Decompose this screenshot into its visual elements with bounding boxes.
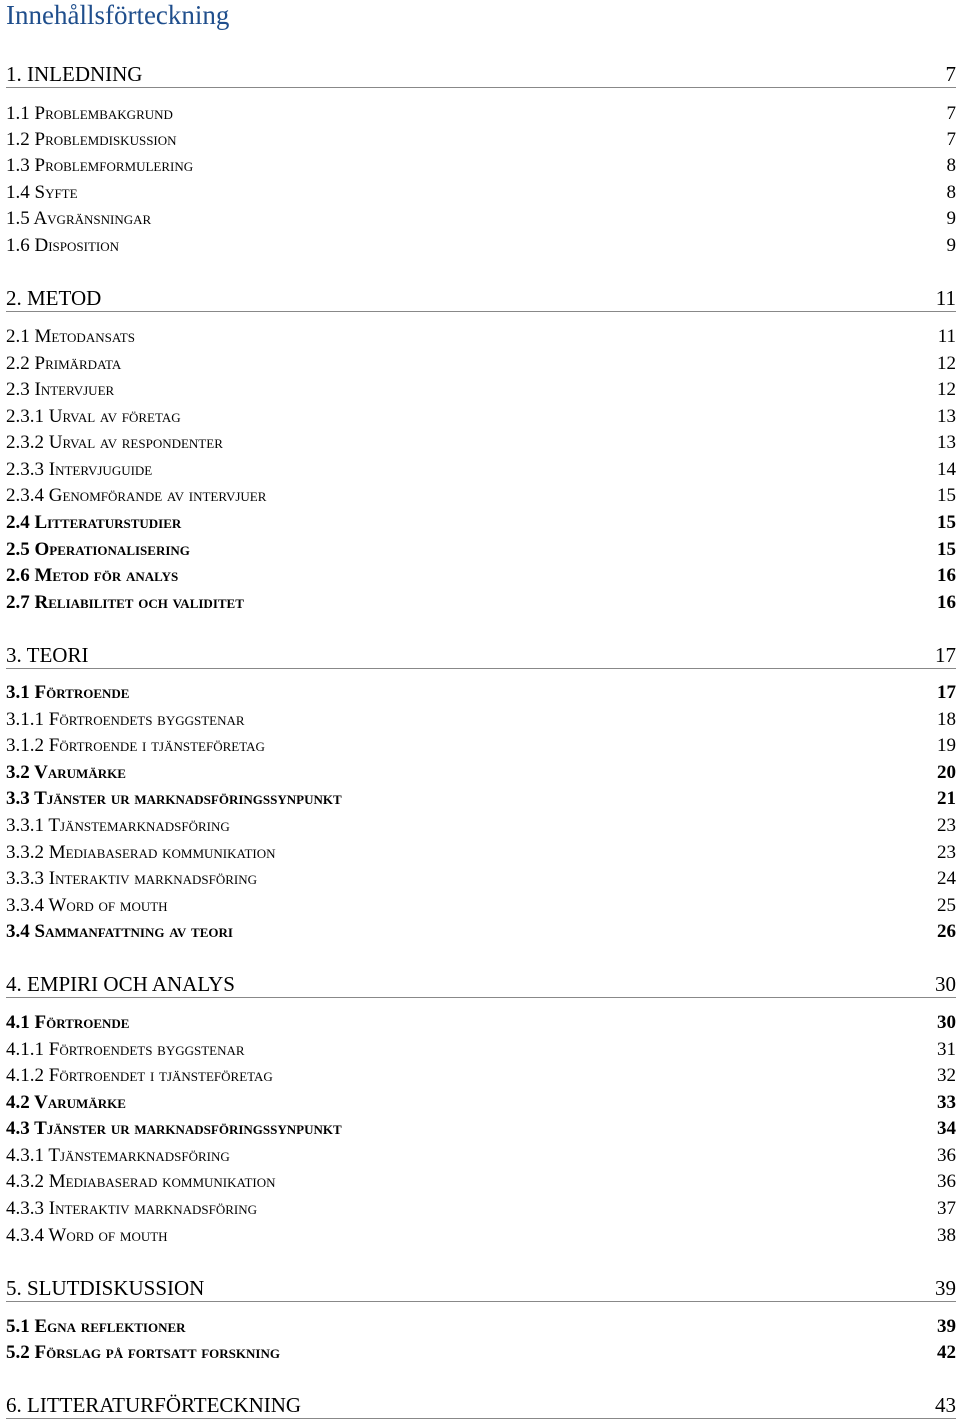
toc-entry-page: 7 (945, 62, 956, 86)
toc-entry-label: 1.4 Syfte (6, 182, 78, 203)
toc-entry-page: 11 (937, 326, 956, 347)
toc-entry-3-1[interactable] (6, 682, 956, 704)
toc-entry-page: 9 (946, 208, 956, 229)
toc-entry-label: 4.2 Varumärke (6, 1092, 126, 1113)
toc-entry-page: 17 (937, 682, 956, 703)
toc-entry-page: 16 (937, 592, 956, 613)
toc-entry-page: 30 (937, 1012, 956, 1033)
toc-entry-page: 13 (937, 432, 956, 453)
toc-chapter-5[interactable] (6, 1275, 956, 1302)
toc-entry-page: 37 (937, 1198, 956, 1219)
toc-entry-page: 7 (946, 129, 956, 150)
toc-entry-page: 13 (937, 406, 956, 427)
toc-entry-2-7[interactable] (6, 592, 956, 614)
toc-entry-2-1[interactable] (6, 326, 956, 348)
toc-entry-label: 4.1.2 Förtroendet i tjänsteföretag (6, 1065, 273, 1086)
toc-entry-page: 36 (937, 1145, 956, 1166)
toc-entry-page: 30 (935, 972, 956, 996)
toc-entry-page: 12 (937, 353, 956, 374)
toc-entry-label: 3.3.4 Word of mouth (6, 895, 168, 916)
toc-entry-4-1-2[interactable] (6, 1065, 956, 1087)
toc-entry-4-1-1[interactable] (6, 1039, 956, 1061)
toc-entry-page: 16 (937, 565, 956, 586)
toc-entry-page: 8 (946, 182, 956, 203)
toc-entry-label: 3.4 Sammanfattning av teori (6, 921, 233, 942)
toc-entry-page: 32 (937, 1065, 956, 1086)
toc-entry-1-5[interactable] (6, 208, 956, 230)
toc-entry-3-1-2[interactable] (6, 735, 956, 757)
toc-entry-label: 1.3 Problemformulering (6, 155, 194, 176)
toc-entry-page: 23 (937, 842, 956, 863)
toc-entry-label: 3.3.3 Interaktiv marknadsföring (6, 868, 257, 889)
toc-entry-label: 2.1 Metodansats (6, 326, 135, 347)
toc-entry-label: 2.3.4 Genomförande av intervjuer (6, 485, 267, 506)
toc-title: Innehållsförteckning (6, 0, 230, 30)
toc-entry-label: 2.3 Intervjuer (6, 379, 115, 400)
toc-entry-label: 2. METOD (6, 286, 102, 310)
toc-entry-label: 5. SLUTDISKUSSION (6, 1276, 205, 1300)
toc-chapter-6[interactable] (6, 1392, 956, 1419)
toc-entry-label: 4.1 Förtroende (6, 1012, 130, 1033)
toc-entry-label: 5.2 Förslag på fortsatt forskning (6, 1342, 280, 1363)
toc-entry-page: 34 (937, 1118, 956, 1139)
toc-entry-label: 2.5 Operationalisering (6, 539, 190, 560)
toc-entry-label: 4. EMPIRI OCH ANALYS (6, 972, 235, 996)
toc-entry-2-3-4[interactable] (6, 485, 956, 507)
toc-entry-4-3-1[interactable] (6, 1145, 956, 1167)
toc-entry-page: 43 (935, 1393, 956, 1417)
toc-entry-page: 33 (937, 1092, 956, 1113)
toc-entry-3-4[interactable] (6, 921, 956, 943)
toc-entry-label: 4.3.3 Interaktiv marknadsföring (6, 1198, 257, 1219)
toc-entry-page: 15 (937, 512, 956, 533)
toc-entry-page: 26 (937, 921, 956, 942)
toc-chapter-2[interactable] (6, 285, 956, 312)
toc-entry-label: 2.7 Reliabilitet och validitet (6, 592, 244, 613)
toc-entry-4-3-2[interactable] (6, 1171, 956, 1193)
toc-entry-2-5[interactable] (6, 539, 956, 561)
toc-entry-2-4[interactable] (6, 512, 956, 534)
toc-entry-label: 2.3.3 Intervjuguide (6, 459, 153, 480)
toc-entry-page: 19 (937, 735, 956, 756)
toc-entry-4-3[interactable] (6, 1118, 956, 1140)
toc-entry-page: 15 (937, 485, 956, 506)
toc-entry-label: 3.1 Förtroende (6, 682, 130, 703)
toc-entry-page: 42 (937, 1342, 956, 1363)
toc-entry-1-3[interactable] (6, 155, 956, 177)
toc-entry-label: 1. INLEDNING (6, 62, 143, 86)
toc-entry-page: 7 (946, 103, 956, 124)
toc-entry-page: 25 (937, 895, 956, 916)
toc-chapter-4[interactable] (6, 971, 956, 998)
toc-entry-page: 31 (937, 1039, 956, 1060)
toc-entry-page: 21 (937, 788, 956, 809)
toc-entry-label: 3.3 Tjänster ur marknadsföringssynpunkt (6, 788, 342, 809)
toc-entry-label: 1.2 Problemdiskussion (6, 129, 177, 150)
toc-chapter-3[interactable] (6, 642, 956, 669)
toc-entry-5-1[interactable] (6, 1316, 956, 1338)
toc-entry-2-2[interactable] (6, 353, 956, 375)
toc-entry-3-2[interactable] (6, 762, 956, 784)
toc-entry-label: 2.3.2 Urval av respondenter (6, 432, 223, 453)
toc-entry-page: 11 (935, 286, 956, 310)
toc-entry-2-6[interactable] (6, 565, 956, 587)
toc-entry-page: 12 (937, 379, 956, 400)
toc-entry-label: 4.3 Tjänster ur marknadsföringssynpunkt (6, 1118, 342, 1139)
toc-entry-label: 2.6 Metod för analys (6, 565, 179, 586)
toc-entry-label: 4.3.2 Mediabaserad kommunikation (6, 1171, 276, 1192)
toc-entry-label: 2.3.1 Urval av företag (6, 406, 181, 427)
toc-entry-label: 3.3.2 Mediabaserad kommunikation (6, 842, 276, 863)
toc-entry-label: 1.1 Problembakgrund (6, 103, 173, 124)
toc-entry-page: 23 (937, 815, 956, 836)
toc-entry-5-2[interactable] (6, 1342, 956, 1364)
toc-entry-1-6[interactable] (6, 235, 956, 257)
toc-entry-label: 6. LITTERATURFÖRTECKNING (6, 1393, 302, 1417)
toc-entry-page: 8 (946, 155, 956, 176)
toc-entry-2-3[interactable] (6, 379, 956, 401)
toc-entry-page: 17 (935, 643, 956, 667)
toc-entry-page: 38 (937, 1225, 956, 1246)
toc-entry-4-1[interactable] (6, 1012, 956, 1034)
toc-entry-label: 3.2 Varumärke (6, 762, 126, 783)
toc-entry-page: 39 (937, 1316, 956, 1337)
toc-entry-1-2[interactable] (6, 129, 956, 151)
toc-entry-page: 20 (937, 762, 956, 783)
toc-entry-label: 2.4 Litteraturstudier (6, 512, 182, 533)
toc-entry-label: 2.2 Primärdata (6, 353, 122, 374)
toc-entry-label: 4.3.1 Tjänstemarknadsföring (6, 1145, 230, 1166)
toc-chapter-1[interactable] (6, 61, 956, 88)
toc-entry-3-3-1[interactable] (6, 815, 956, 837)
toc-entry-2-3-3[interactable] (6, 459, 956, 481)
toc-entry-page: 18 (937, 709, 956, 730)
toc-entry-page: 39 (935, 1276, 956, 1300)
toc-entry-1-4[interactable] (6, 182, 956, 204)
toc-entry-2-3-2[interactable] (6, 432, 956, 454)
toc-entry-label: 3.3.1 Tjänstemarknadsföring (6, 815, 230, 836)
toc-entry-label: 4.1.1 Förtroendets byggstenar (6, 1039, 245, 1060)
toc-entry-label: 3.1.2 Förtroende i tjänsteföretag (6, 735, 265, 756)
toc-entry-3-3-3[interactable] (6, 868, 956, 890)
toc-entry-page: 36 (937, 1171, 956, 1192)
toc-entry-page: 15 (937, 539, 956, 560)
toc-entry-page: 9 (946, 235, 956, 256)
toc-entry-label: 5.1 Egna reflektioner (6, 1316, 186, 1337)
toc-entry-page: 24 (937, 868, 956, 889)
toc-entry-4-2[interactable] (6, 1092, 956, 1114)
toc-entry-3-1-1[interactable] (6, 709, 956, 731)
toc-entry-3-3[interactable] (6, 788, 956, 810)
toc-entry-label: 3. TEORI (6, 643, 89, 667)
toc-entry-3-3-4[interactable] (6, 895, 956, 917)
toc-entry-1-1[interactable] (6, 103, 956, 125)
toc-entry-page: 14 (937, 459, 956, 480)
toc-entry-label: 4.3.4 Word of mouth (6, 1225, 168, 1246)
toc-entry-4-3-3[interactable] (6, 1198, 956, 1220)
toc-entry-3-3-2[interactable] (6, 842, 956, 864)
toc-entry-label: 3.1.1 Förtroendets byggstenar (6, 709, 245, 730)
toc-entry-4-3-4[interactable] (6, 1225, 956, 1247)
toc-entry-label: 1.5 Avgränsningar (6, 208, 152, 229)
toc-entry-2-3-1[interactable] (6, 406, 956, 428)
toc-entry-label: 1.6 Disposition (6, 235, 120, 256)
